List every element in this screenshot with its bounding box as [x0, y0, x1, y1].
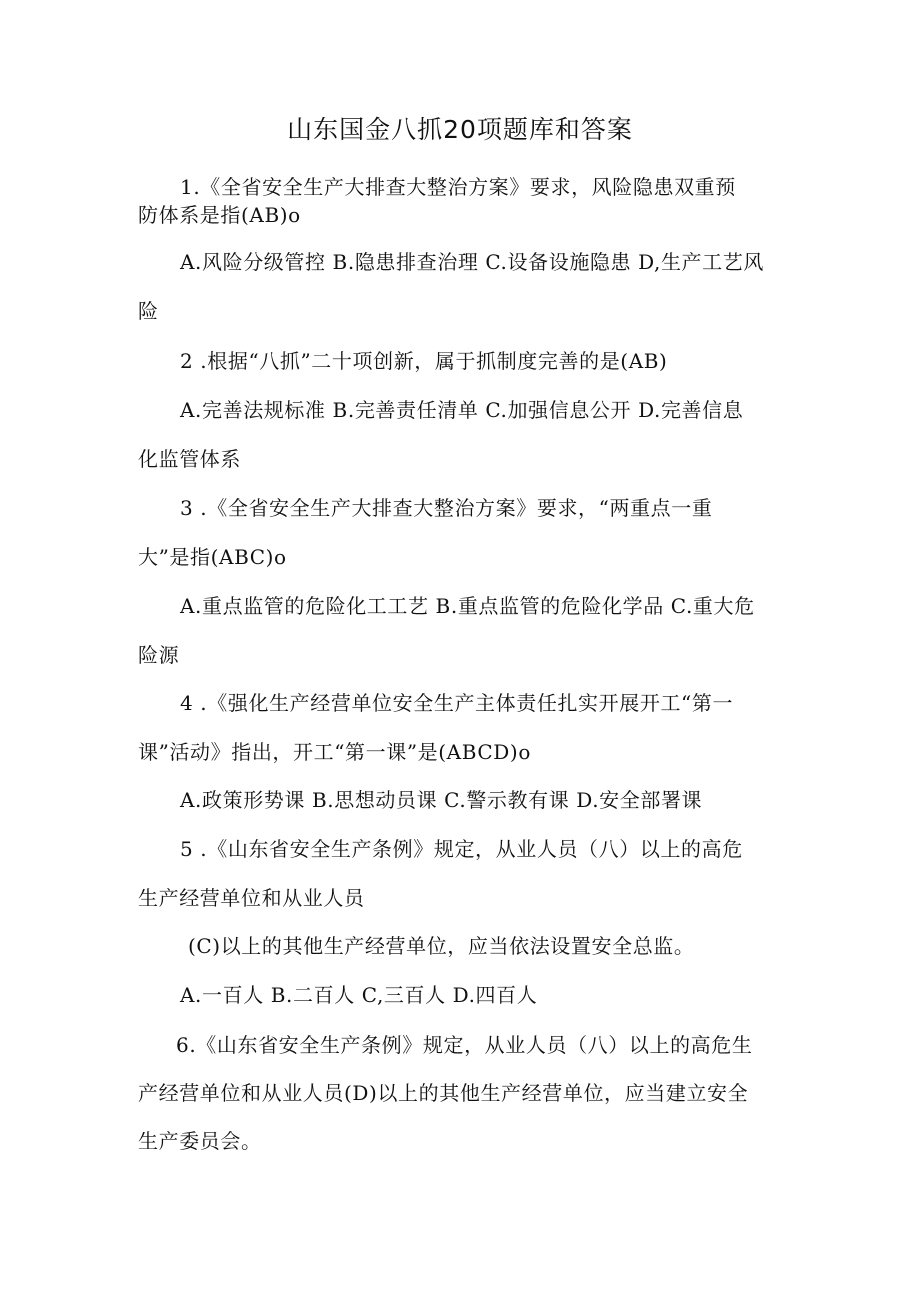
question-1-options-line-2: 险	[138, 299, 159, 323]
question-3-line-1: 3 .《全省安全生产大排查大整治方案》要求，“两重点一重	[180, 496, 713, 520]
question-1-line-1: 1.《全省安全生产大排查大整治方案》要求，风险隐患双重预	[180, 175, 736, 199]
question-5-line-2: 生产经营单位和从业人员	[138, 886, 365, 910]
question-1-options-line-1: A.风险分级管控 B.隐患排查治理 C.设备设施隐患 D,生产工艺风	[180, 250, 764, 274]
question-4-line-1: 4 .《强化生产经营单位安全生产主体责任扎实开展开工“第一	[180, 691, 734, 715]
page-title: 山东国金八抓20项题库和答案	[287, 115, 633, 144]
question-2-line-1: 2 .根据“八抓”二十项创新，属于抓制度完善的是(AB)	[180, 349, 668, 373]
question-5-line-1: 5 .《山东省安全生产条例》规定，从业人员（八）以上的高危	[180, 837, 743, 861]
question-1-line-2: 防体系是指(AB)o	[138, 203, 301, 227]
question-4-options: A.政策形势课 B.思想动员课 C.警示教有课 D.安全部署课	[180, 788, 703, 812]
question-5-options: A.一百人 B.二百人 C,三百人 D.四百人	[180, 983, 538, 1007]
question-3-line-2: 大”是指(ABC)o	[138, 545, 287, 569]
question-5-line-3: (C)以上的其他生产经营单位，应当依法设置安全总监。	[188, 934, 695, 958]
question-6-line-2: 产经营单位和从业人员(D)以上的其他生产经营单位，应当建立安全	[138, 1081, 749, 1105]
question-4-line-2: 课”活动》指出，开工“第一课”是(ABCD)o	[138, 740, 531, 764]
question-3-options-line-2: 险源	[138, 643, 180, 667]
question-6-line-1: 6.《山东省安全生产条例》规定，从业人员（八）以上的高危生	[176, 1033, 753, 1057]
question-2-options-line-2: 化监管体系	[138, 447, 241, 471]
question-2-options-line-1: A.完善法规标准 B.完善责任清单 C.加强信息公开 D.完善信息	[180, 398, 744, 422]
question-6-line-3: 生产委员会。	[138, 1129, 262, 1153]
question-3-options-line-1: A.重点监管的危险化工工艺 B.重点监管的危险化学品 C.重大危	[180, 594, 755, 618]
